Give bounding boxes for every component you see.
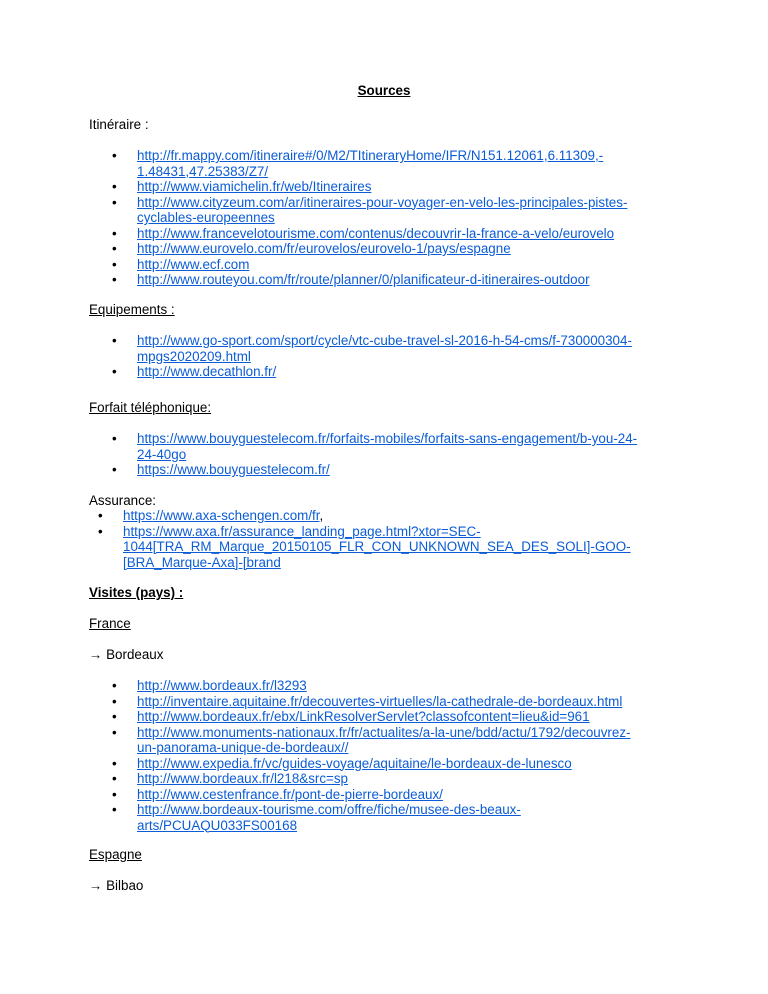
link-bordeaux-ebx[interactable]: http://www.bordeaux.fr/ebx/LinkResolverServlet?classofcontent=lieu&id=961: [137, 709, 590, 724]
bullet-icon: •: [112, 771, 117, 786]
list-item: [0, 802, 682, 833]
list-item: [0, 333, 682, 364]
list-item: [0, 431, 682, 462]
list-item: [0, 787, 682, 803]
bullet-icon: •: [112, 786, 117, 802]
heading-itineraire: Itinéraire :: [89, 117, 149, 132]
list-itineraire: [0, 148, 682, 288]
page-title: Sources: [357, 83, 411, 98]
bullet-icon: •: [112, 462, 117, 477]
list-forfait: [0, 431, 682, 478]
heading-forfait: Forfait téléphonique:: [89, 400, 212, 415]
list-item: [0, 678, 682, 694]
bullet-icon: •: [112, 256, 117, 272]
link-inventaire-aquitaine[interactable]: http://inventaire.aquitaine.fr/decouvertes-virtuelles/la-cathedrale-de-bordeaux.html: [137, 693, 623, 709]
link-bordeaux-tourisme[interactable]: http://www.bordeaux-tourisme.com/offre/fiche/musee-des-beaux- arts/PCUAQU033FS00168: [137, 802, 521, 833]
bullet-icon: •: [112, 724, 117, 740]
link-mappy[interactable]: http://fr.mappy.com/itineraire#/0/M2/TItineraryHome/IFR/N151.12061,6.11309,- 1.48431,47.25383/Z7/: [137, 148, 604, 179]
heading-visites: Visites (pays) :: [89, 585, 184, 600]
bullet-icon: •: [112, 693, 117, 709]
link-viamichelin[interactable]: http://www.viamichelin.fr/web/Itineraires: [137, 179, 372, 194]
list-equipements: [0, 333, 682, 380]
link-bordeaux-l3293[interactable]: http://www.bordeaux.fr/l3293: [137, 678, 307, 693]
bullet-icon: •: [112, 431, 117, 446]
bullet-icon: •: [112, 272, 117, 287]
city-bordeaux: → Bordeaux: [89, 647, 164, 662]
link-go-sport[interactable]: http://www.go-sport.com/sport/cycle/vtc-cube-travel-sl-2016-h-54-cms/f-730000304- mpgs2020209.html: [137, 333, 632, 364]
comma: ,: [319, 508, 324, 523]
bullet-icon: •: [112, 802, 117, 817]
link-bordeaux-l218[interactable]: http://www.bordeaux.fr/l218&src=sp: [137, 771, 349, 786]
bullet-icon: •: [112, 709, 117, 724]
bullet-icon: •: [112, 364, 117, 379]
list-item: [0, 771, 682, 787]
bullet-icon: •: [112, 678, 117, 693]
heading-espagne: Espagne: [89, 847, 142, 862]
link-francevelotourisme[interactable]: http://www.francevelotourisme.com/contenus/decouvrir-la-france-a-velo/eurovelo: [137, 225, 615, 241]
list-item: [0, 756, 682, 772]
link-routeyou[interactable]: http://www.routeyou.com/fr/route/planner/0/planificateur-d-itineraires-outdoor: [137, 272, 590, 287]
city-bilbao: → Bilbao: [89, 878, 144, 893]
list-item: [0, 709, 682, 725]
list-item: [0, 226, 682, 242]
list-item: [0, 508, 683, 524]
list-item: [0, 148, 682, 179]
list-item: [0, 524, 683, 571]
bullet-icon: •: [112, 755, 117, 771]
list-item: [0, 179, 682, 195]
list-item: [0, 272, 682, 288]
link-monuments-nationaux[interactable]: http://www.monuments-nationaux.fr/fr/actualites/a-la-une/bdd/actu/1792/decouvrez- un-panorama-unique-de-bordeaux//: [137, 724, 631, 755]
list-item: [0, 257, 682, 273]
link-expedia[interactable]: http://www.expedia.fr/vc/guides-voyage/aquitaine/le-bordeaux-de-lunesco: [137, 755, 572, 771]
list-item: [0, 364, 682, 380]
bullet-icon: •: [98, 523, 103, 539]
list-item: [0, 241, 682, 257]
bullet-icon: •: [98, 508, 103, 523]
bullet-icon: •: [112, 179, 117, 194]
bullet-icon: •: [112, 333, 117, 348]
link-bouygues-home[interactable]: https://www.bouyguestelecom.fr/: [137, 462, 330, 477]
link-cityzeum[interactable]: http://www.cityzeum.com/ar/itineraires-pour-voyager-en-velo-les-principales-pistes- cyclables-europeennes: [137, 194, 628, 225]
bullet-icon: •: [112, 148, 117, 163]
link-axa-schengen[interactable]: https://www.axa-schengen.com/fr: [123, 508, 320, 523]
link-eurovelo[interactable]: http://www.eurovelo.com/fr/eurovelos/eurovelo-1/pays/espagne: [137, 241, 511, 256]
list-item: [0, 195, 682, 226]
heading-france: France: [89, 616, 131, 631]
link-decathlon[interactable]: http://www.decathlon.fr/: [137, 364, 277, 379]
bullet-icon: •: [112, 241, 117, 256]
bullet-icon: •: [112, 225, 117, 241]
list-item: [0, 725, 682, 756]
link-bouygues-forfait[interactable]: https://www.bouyguestelecom.fr/forfaits-mobiles/forfaits-sans-engagement/b-you-24- 24-40go: [137, 431, 638, 462]
link-cestenfrance[interactable]: http://www.cestenfrance.fr/pont-de-pierre-bordeaux/: [137, 786, 443, 802]
list-assurance: [0, 508, 683, 570]
list-item: [0, 694, 682, 710]
list-bordeaux: [0, 678, 682, 833]
link-axa-assurance[interactable]: https://www.axa.fr/assurance_landing_page.html?xtor=SEC- 1044[TRA_RM_Marque_20150105_FLR_CON_UNKNOWN_SEA_DES_SOLI]-GOO- [BRA_Marque-Axa]-[brand: [123, 523, 631, 570]
link-ecf[interactable]: http://www.ecf.com: [137, 256, 250, 272]
bullet-icon: •: [112, 194, 117, 210]
list-item: [0, 462, 682, 478]
heading-equipements: Equipements :: [89, 302, 175, 317]
heading-assurance: Assurance:: [89, 493, 156, 508]
